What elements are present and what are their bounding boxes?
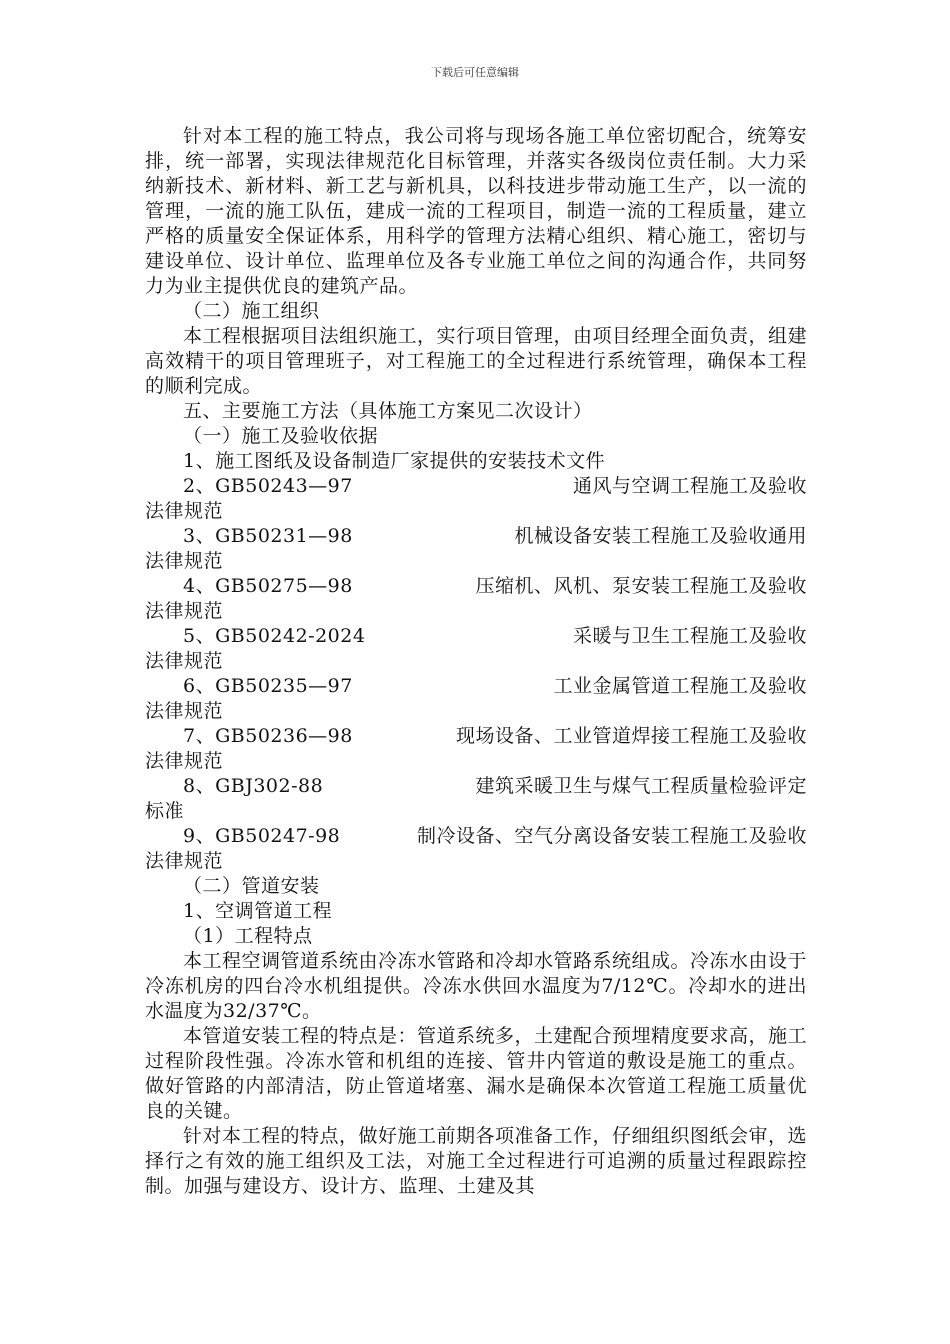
- standard-code: 4、GB50275—98: [183, 575, 353, 597]
- standard-continuation: 法律规范: [145, 750, 224, 772]
- heading-construction-organization: （二）施工组织: [183, 300, 320, 322]
- heading-main-methods: 五、主要施工方法（具体施工方案见二次设计）: [183, 400, 593, 422]
- heading-acceptance-basis: （一）施工及验收依据: [183, 425, 379, 447]
- heading-ac-pipe-work: 1、空调管道工程: [183, 900, 333, 922]
- paragraph-organization: 本工程根据项目法组织施工，实行项目管理，由项目经理全面负责，组建高效精干的项目管理班子，对工程施工的全过程进行系统管理，确保本工程的顺利完成。: [145, 325, 808, 397]
- standard-code: 6、GB50235—97: [183, 675, 353, 697]
- standard-continuation: 法律规范: [145, 600, 224, 622]
- document-body: [145, 124, 807, 1199]
- standard-continuation: 法律规范: [145, 650, 224, 672]
- standard-item: [145, 574, 807, 624]
- standard-code: 8、GBJ302-88: [183, 775, 324, 797]
- standard-item: [145, 474, 807, 524]
- standard-code: 9、GB50247-98: [183, 825, 341, 847]
- standard-continuation: 法律规范: [145, 700, 224, 722]
- heading-pipe-installation: （二）管道安装: [183, 875, 320, 897]
- paragraph-system-description: 本工程空调管道系统由冷冻水管路和冷却水管路系统组成。冷冻水由设于冷冻机房的四台冷水机组提供。冷冻水供回水温度为7/12℃。冷却水的进出水温度为32/37℃。: [145, 950, 808, 1022]
- standard-title: 工业金属管道工程施工及验收: [553, 675, 807, 697]
- standard-item: [145, 524, 807, 574]
- standard-code: 7、GB50236—98: [183, 725, 353, 747]
- paragraph-installation-features: 本管道安装工程的特点是：管道系统多，土建配合预埋精度要求高，施工过程阶段性强。冷冻水管和机组的连接、管井内管道的敷设是施工的重点。做好管路的内部清洁，防止管道堵塞、漏水是确保本次管道工程施工质量优良的关键。: [145, 1025, 808, 1122]
- standard-title: 现场设备、工业管道焊接工程施工及验收: [455, 725, 807, 747]
- standard-item: [145, 724, 807, 774]
- standard-title: 通风与空调工程施工及验收: [572, 475, 807, 497]
- standard-code: 5、GB50242-2024: [183, 625, 366, 647]
- standard-continuation: 法律规范: [145, 850, 224, 872]
- standard-title: 制冷设备、空气分离设备安装工程施工及验收: [416, 825, 807, 847]
- paragraph-approach: 针对本工程的施工特点，我公司将与现场各施工单位密切配合，统筹安排，统一部署，实现法律规范化目标管理，并落实各级岗位责任制。大力采纳新技术、新材料、新工艺与新机具，以科技进步带动施工生产，以一流的管理，一流的施工队伍，建成一流的工程项目，制造一流的工程质量，建立严格的质量安全保证体系，用科学的管理方法精心组织、精心施工，密切与建设单位、设计单位、监理单位及各专业施工单位之间的沟通合作，共同努力为业主提供优良的建筑产品。: [145, 125, 807, 297]
- heading-project-features: （1）工程特点: [183, 925, 313, 947]
- standard-item: [145, 624, 807, 674]
- standard-title: 机械设备安装工程施工及验收通用: [514, 525, 807, 547]
- standard-continuation: 标准: [145, 800, 185, 822]
- standard-item: [145, 674, 807, 724]
- standard-continuation: 法律规范: [145, 550, 224, 572]
- standard-continuation: 法律规范: [145, 500, 224, 522]
- standard-title: 建筑采暖卫生与煤气工程质量检验评定: [475, 775, 807, 797]
- standard-code: 2、GB50243—97: [183, 475, 353, 497]
- page-header-note: 下载后可任意编辑: [431, 66, 519, 79]
- standard-code: 3、GB50231—98: [183, 525, 353, 547]
- paragraph-preparation: 针对本工程的特点，做好施工前期各项准备工作，仔细组织图纸会审，选择行之有效的施工组织及工法，对施工全过程进行可追溯的质量过程跟踪控制。加强与建设方、设计方、监理、土建及其: [145, 1125, 808, 1197]
- standard-item: [145, 824, 807, 874]
- standard-title: 压缩机、风机、泵安装工程施工及验收: [475, 575, 807, 597]
- standard-item: [145, 774, 807, 824]
- standard-title: 采暖与卫生工程施工及验收: [572, 625, 807, 647]
- basis-item-1: 1、施工图纸及设备制造厂家提供的安装技术文件: [183, 450, 606, 472]
